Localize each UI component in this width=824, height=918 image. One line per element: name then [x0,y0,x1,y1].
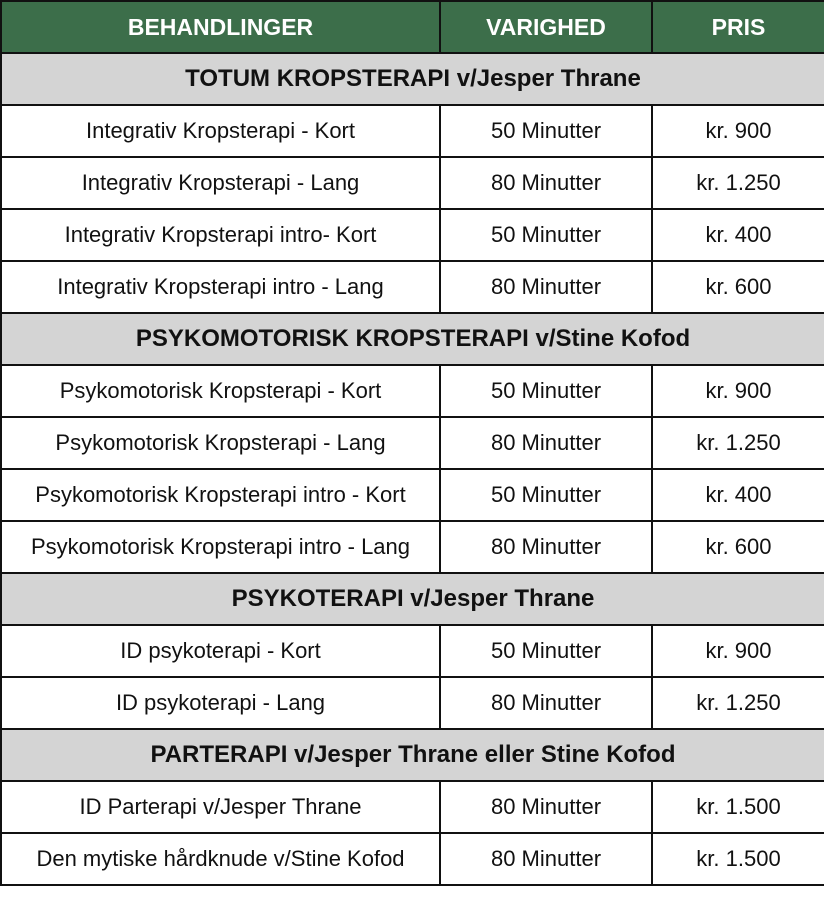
treatment-name: ID psykoterapi - Lang [1,677,440,729]
header-duration: VARIGHED [440,1,652,53]
table-row [1,833,824,885]
section-header-totum [1,53,824,105]
treatment-duration: 80 Minutter [440,261,652,313]
treatment-price: kr. 900 [652,105,824,157]
table-row [1,157,824,209]
section-title: PSYKOTERAPI v/Jesper Thrane [1,573,824,625]
treatment-duration: 50 Minutter [440,209,652,261]
treatment-duration: 80 Minutter [440,521,652,573]
treatment-duration: 80 Minutter [440,157,652,209]
section-header-parterapi [1,729,824,781]
table-row [1,365,824,417]
treatment-name: Psykomotorisk Kropsterapi intro - Lang [1,521,440,573]
treatment-name: Psykomotorisk Kropsterapi intro - Kort [1,469,440,521]
treatment-price: kr. 900 [652,625,824,677]
treatment-duration: 80 Minutter [440,677,652,729]
treatment-name: ID Parterapi v/Jesper Thrane [1,781,440,833]
table-row [1,625,824,677]
header-price: PRIS [652,1,824,53]
treatment-duration: 50 Minutter [440,625,652,677]
treatment-price: kr. 1.250 [652,677,824,729]
treatment-price: kr. 900 [652,365,824,417]
treatment-duration: 80 Minutter [440,417,652,469]
treatment-price: kr. 1.250 [652,417,824,469]
treatment-price: kr. 1.500 [652,781,824,833]
treatment-name: Integrativ Kropsterapi - Kort [1,105,440,157]
table-row [1,677,824,729]
treatment-price: kr. 400 [652,209,824,261]
treatment-duration: 50 Minutter [440,469,652,521]
table-row [1,469,824,521]
section-header-psykoterapi [1,573,824,625]
table-row [1,105,824,157]
treatment-price: kr. 1.500 [652,833,824,885]
section-title: PSYKOMOTORISK KROPSTERAPI v/Stine Kofod [1,313,824,365]
treatment-name: ID psykoterapi - Kort [1,625,440,677]
section-title: TOTUM KROPSTERAPI v/Jesper Thrane [1,53,824,105]
treatment-duration: 50 Minutter [440,365,652,417]
treatment-name: Integrativ Kropsterapi - Lang [1,157,440,209]
treatment-name: Psykomotorisk Kropsterapi - Kort [1,365,440,417]
treatment-duration: 80 Minutter [440,781,652,833]
treatment-price: kr. 600 [652,521,824,573]
table-row [1,417,824,469]
treatment-price: kr. 400 [652,469,824,521]
table-row [1,521,824,573]
table-header-row [1,1,824,53]
section-title: PARTERAPI v/Jesper Thrane eller Stine Kofod [1,729,824,781]
treatment-duration: 50 Minutter [440,105,652,157]
treatment-price: kr. 1.250 [652,157,824,209]
header-treatments: BEHANDLINGER [1,1,440,53]
section-header-psykomotorisk [1,313,824,365]
treatment-name: Psykomotorisk Kropsterapi - Lang [1,417,440,469]
treatment-name: Den mytiske hårdknude v/Stine Kofod [1,833,440,885]
treatment-price: kr. 600 [652,261,824,313]
table-row [1,261,824,313]
table-row [1,209,824,261]
treatment-name: Integrativ Kropsterapi intro- Kort [1,209,440,261]
treatment-duration: 80 Minutter [440,833,652,885]
table-row [1,781,824,833]
treatment-name: Integrativ Kropsterapi intro - Lang [1,261,440,313]
